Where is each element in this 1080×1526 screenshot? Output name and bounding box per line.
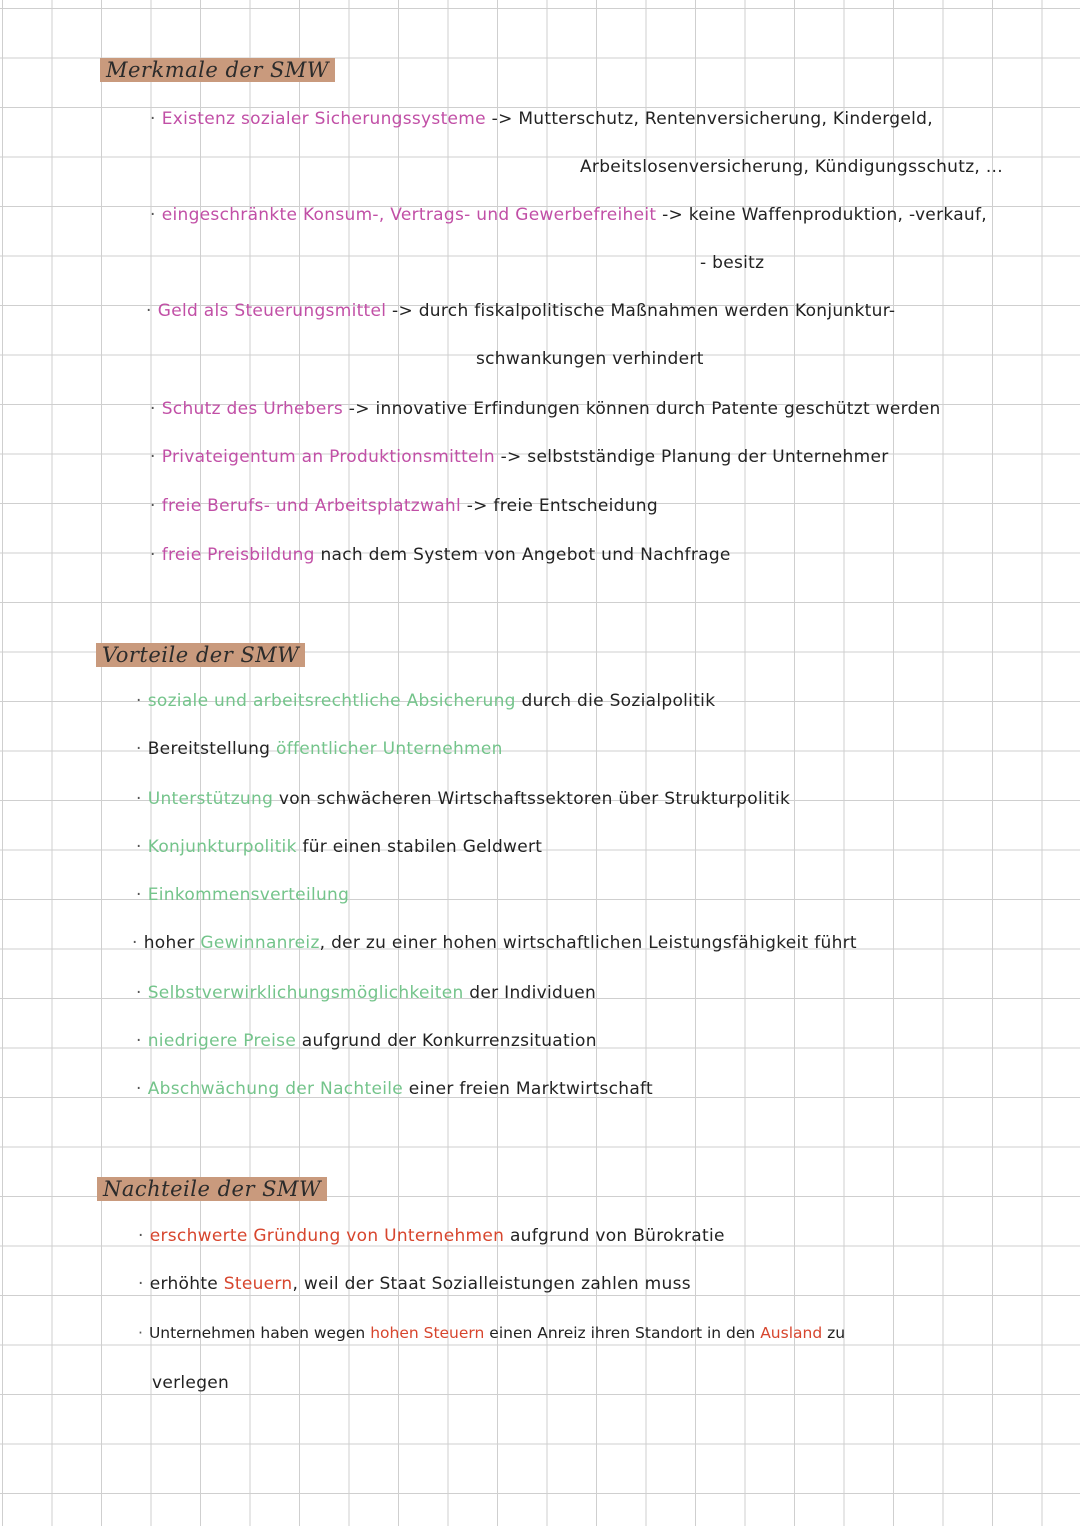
nachteile-term: erschwerte Gründung von Unternehmen [149, 1226, 505, 1246]
merkmale-item-4: · Schutz des Urhebers -> innovative Erfindungen können durch Patente geschützt werden [150, 399, 941, 419]
merkmale-term: eingeschränkte Konsum-, Vertrags- und Gewerbefreiheit [161, 205, 657, 225]
merkmale-item-1: · Existenz sozialer Sicherungssysteme -> Mutterschutz, Rentenversicherung, Kindergeld, [150, 109, 933, 129]
merkmale-item-2: · eingeschränkte Konsum-, Vertrags- und Gewerbefreiheit -> keine Waffenproduktion, -verkauf, [150, 205, 987, 225]
nachteile-term: Steuern [223, 1274, 293, 1294]
heading-merkmale: Merkmale der SMW [100, 58, 335, 82]
merkmale-item-7: · freie Preisbildung nach dem System von Angebot und Nachfrage [150, 545, 731, 565]
merkmale-term: Geld als Steuerungsmittel [157, 301, 387, 321]
merkmale-item-3: · Geld als Steuerungsmittel -> durch fiskalpolitische Maßnahmen werden Konjunktur- [146, 301, 896, 321]
merkmale-term: Schutz des Urhebers [161, 399, 344, 419]
nachteile-item-2: · erhöhte Steuern, weil der Staat Sozialleistungen zahlen muss [138, 1274, 691, 1294]
vorteile-item-1: · soziale und arbeitsrechtliche Absicherung durch die Sozialpolitik [136, 691, 716, 711]
nachteile-term-ausland: Ausland [760, 1324, 823, 1342]
vorteile-term: niedrigere Preise [147, 1031, 297, 1051]
merkmale-item-2-cont: - besitz [700, 253, 765, 273]
vorteile-term: Konjunkturpolitik [147, 837, 297, 857]
vorteile-item-4: · Konjunkturpolitik für einen stabilen Geldwert [136, 837, 543, 857]
nachteile-item-3: · Unternehmen haben wegen hohen Steuern einen Anreiz ihren Standort in den Ausland zu [138, 1324, 846, 1342]
heading-vorteile: Vorteile der SMW [96, 643, 305, 667]
vorteile-term: soziale und arbeitsrechtliche Absicherung [147, 691, 516, 711]
merkmale-term: Privateigentum an Produktionsmitteln [161, 447, 495, 467]
vorteile-item-2: · Bereitstellung öffentlicher Unternehmen [136, 739, 503, 759]
nachteile-item-3-cont: verlegen [152, 1373, 230, 1393]
merkmale-term: Existenz sozialer Sicherungssysteme [161, 109, 486, 129]
vorteile-item-8: · niedrigere Preise aufgrund der Konkurrenzsituation [136, 1031, 597, 1051]
merkmale-item-3-cont: schwankungen verhindert [476, 349, 704, 369]
merkmale-item-5: · Privateigentum an Produktionsmitteln -> selbstständige Planung der Unternehmer [150, 447, 889, 467]
vorteile-term: Gewinnanreiz [200, 933, 320, 953]
vorteile-term: Einkommensverteilung [147, 885, 350, 905]
merkmale-term: freie Berufs- und Arbeitsplatzwahl [161, 496, 462, 516]
vorteile-item-9: · Abschwächung der Nachteile einer freien Marktwirtschaft [136, 1079, 653, 1099]
merkmale-item-6: · freie Berufs- und Arbeitsplatzwahl -> freie Entscheidung [150, 496, 658, 516]
vorteile-term: Abschwächung der Nachteile [147, 1079, 404, 1099]
vorteile-item-5: · Einkommensverteilung [136, 885, 350, 905]
merkmale-item-1-cont: Arbeitslosenversicherung, Kündigungsschutz, ... [580, 157, 1003, 177]
nachteile-term: hohen Steuern [370, 1324, 485, 1342]
nachteile-item-1: · erschwerte Gründung von Unternehmen aufgrund von Bürokratie [138, 1226, 725, 1246]
vorteile-term: Selbstverwirklichungsmöglichkeiten [147, 983, 464, 1003]
vorteile-term: öffentlicher Unternehmen [276, 739, 503, 759]
vorteile-item-7: · Selbstverwirklichungsmöglichkeiten der Individuen [136, 983, 597, 1003]
merkmale-term: freie Preisbildung [161, 545, 315, 565]
vorteile-item-3: · Unterstützung von schwächeren Wirtschaftssektoren über Strukturpolitik [136, 789, 791, 809]
vorteile-term: Unterstützung [147, 789, 274, 809]
vorteile-item-6: · hoher Gewinnanreiz, der zu einer hohen wirtschaftlichen Leistungsfähigkeit führt [132, 933, 857, 953]
heading-nachteile: Nachteile der SMW [97, 1177, 327, 1201]
